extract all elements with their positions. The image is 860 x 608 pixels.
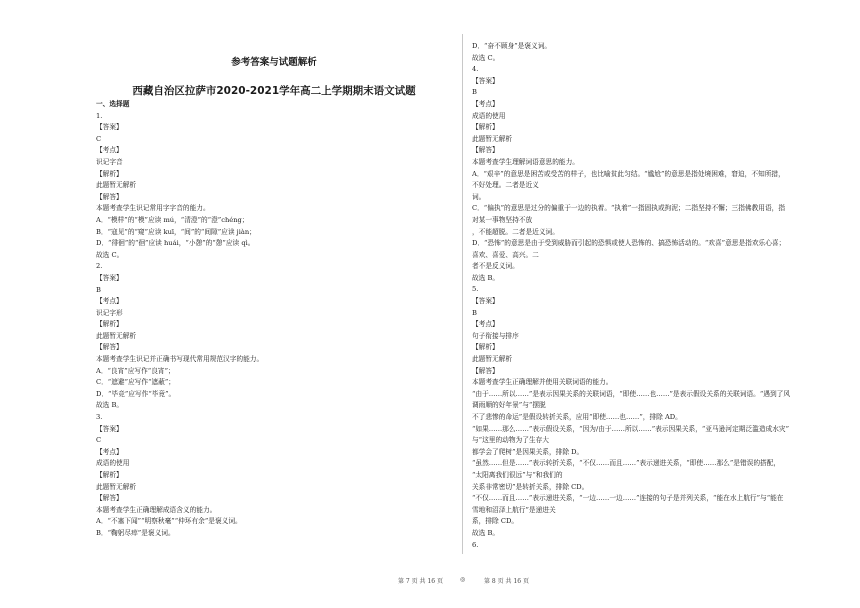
text-line: 【解析】 [96, 320, 123, 329]
text-line: 【解答】 [96, 192, 123, 201]
text-line: D．“徘徊”的“徊”应读 huái，“小憩”的“憩”应读 qì。 [96, 239, 255, 248]
text-line: C [96, 134, 102, 143]
text-line: 此题暂无解析 [472, 355, 513, 364]
text-line: 成语的使用 [96, 459, 130, 468]
text-line: 【考点】 [472, 320, 499, 329]
text-line: 故选 C。 [472, 53, 500, 62]
text-line: 【答案】 [472, 297, 499, 306]
text-line: 系，排除 CD。 [472, 517, 519, 526]
text-line: 1. [96, 111, 103, 120]
text-line: A．“不塞下闻”“明察秋毫”“仲环有余”是褒义词。 [96, 517, 242, 526]
text-line: “由于……所以……”是表示因果关系的关联词语，“即使……也……”是表示假设关系的关联词语。“遇到了风 [472, 389, 791, 398]
text-line: 此题暂无解析 [96, 331, 137, 340]
text-line: 此题暂无解析 [96, 181, 137, 190]
page-number-left: 第 7 页 共 16 页 [398, 578, 443, 585]
text-line: “太阳离我们很远”与“和我们的 [472, 470, 563, 479]
text-line: “虽然……但是……”表示转折关系，“不仅……而且……”表示递进关系，“即使……那么”是错误的搭配， [472, 459, 781, 468]
text-line: ，不能超脱。二者是近义词。 [472, 227, 559, 236]
text-line: 【考点】 [96, 297, 123, 306]
text-line: B．“寇见”的“窥”应读 kuī，“间”的“间隙”应读 jiàn； [96, 227, 256, 236]
text-line: 【考点】 [96, 146, 123, 155]
text-line: 本题考查学生正确理解成语含义的能力。 [96, 505, 217, 514]
text-line: B [472, 88, 477, 97]
text-line: 5. [472, 285, 479, 294]
text-line: 故选 B。 [96, 401, 124, 410]
text-line: 3. [96, 413, 103, 422]
right-column [472, 0, 832, 590]
text-line: 本题考查学生识记常用字字音的能力。 [96, 204, 210, 213]
text-line: 【答案】 [472, 76, 499, 85]
column-divider [462, 34, 463, 554]
text-line: 词。 [472, 192, 486, 201]
text-line: 不了悲惨的命运”是假设转折关系，应用“即使……也……”，排除 AD。 [472, 413, 682, 421]
text-line: 【答案】 [96, 273, 123, 282]
left-column-lines [96, 99, 452, 540]
text-line: 一、选择题 [96, 100, 130, 108]
text-line: A．“模样”的“模”应读 mú，“清澄”的“澄”chéng； [96, 215, 249, 224]
text-line: 雪地和沼泽上航行”是递进关 [472, 505, 556, 514]
text-line: 关系非常密切”是转折关系，排除 CD。 [472, 482, 589, 491]
text-line: C．“遮避”应写作“遮蔽”； [96, 378, 175, 387]
text-line: 不好处理。二者是近义 [472, 181, 539, 190]
text-line: “不仅……而且……”表示递进关系，“一边……一边……”连接的句子是并列关系，“能在水上航行”与“能在 [472, 494, 784, 503]
text-line: B．“鞠躬尽瘁”是褒义词。 [96, 528, 175, 537]
text-line: 6. [472, 540, 479, 549]
text-line: 故选 B。 [472, 528, 500, 537]
text-line: 成语的使用 [472, 111, 506, 120]
text-line: 调雨顺的好年景”与“摆脱 [472, 401, 546, 410]
text-line: 本题考查学生识记并正确书写现代常用规范汉字的能力。 [96, 355, 264, 364]
text-line: 识记字形 [96, 308, 123, 317]
text-line: 【解析】 [96, 169, 123, 178]
text-line: 【答案】 [96, 123, 123, 132]
text-line: B [472, 308, 477, 317]
text-line: 本题考查学生正确理解并使用关联词语的能力。 [472, 378, 613, 387]
text-line: D．“奋不顾身”是褒义词。 [472, 42, 552, 50]
text-line: 喜欢、喜爱、高兴。二 [472, 250, 539, 259]
text-line: 对某一事物坚持不放 [472, 215, 533, 224]
text-line: A．“良宵”应写作“良宵”； [96, 366, 175, 375]
text-line: 本题考查学生理解词语意思的能力。 [472, 157, 579, 166]
left-column [96, 0, 452, 590]
text-line: C．“偏执”的意思是过分的偏重于一边的执着。“执着”一指固执或拘泥；二指坚持不懈；三指佛教用语，指 [472, 204, 786, 213]
text-line: 此题暂无解析 [472, 134, 513, 143]
text-line: 【考点】 [96, 447, 123, 456]
text-line: 都学会了爬树”是因果关系，排除 D。 [472, 447, 584, 456]
text-line: “如果……那么……”表示假设关系，“因为/由于……所以……”表示因果关系，“亚马逊河定期泛滥造成水灾” [472, 424, 790, 433]
text-line: B [96, 285, 101, 294]
text-line: 句子衔接与排序 [472, 331, 519, 340]
text-line: D．“恐怖”的意思是由于受到威胁而引起的恐惧或使人恐怖的、搞恐怖活动的。“欢喜”意思是指欢乐心喜； [472, 239, 786, 248]
text-line: 故选 B。 [472, 273, 500, 282]
text-line: D．“毕竞”应写作“毕竟”。 [96, 389, 176, 398]
text-line: 4. [472, 65, 479, 74]
text-line: 【解析】 [472, 343, 499, 352]
text-line: 2. [96, 262, 103, 271]
text-line: 【解析】 [96, 471, 123, 479]
text-line: 【考点】 [472, 99, 499, 108]
text-line: 【解析】 [472, 123, 499, 132]
text-line: A．“艰辛”的意思是困苦或受苦的样子，也比喻贫此匀结。“尴尬”的意思是指处境困难，窘迫，不知所措， [472, 169, 785, 178]
text-line: 【答案】 [96, 424, 123, 433]
text-line: 者不是反义词。 [472, 262, 519, 271]
text-line: 【解答】 [96, 343, 123, 352]
text-line: 此题暂无解析 [96, 482, 137, 491]
text-line: 识记字音 [96, 157, 123, 166]
text-line: 【解答】 [472, 366, 499, 375]
footer-separator: ◎ [460, 576, 466, 583]
text-line: 故选 C。 [96, 250, 124, 259]
page-title: 参考答案与试题解析 [231, 57, 317, 68]
text-line: 【解答】 [96, 494, 123, 503]
exam-title: 西藏自治区拉萨市2020-2021学年高二上学期期末语文试题 [132, 85, 416, 97]
text-line: 与“这里的动物为了生存大 [472, 436, 549, 445]
text-line: 【解答】 [472, 146, 499, 155]
page-number-right: 第 8 页 共 16 页 [484, 578, 529, 585]
right-column-lines [472, 41, 832, 551]
text-line: C [96, 436, 102, 445]
